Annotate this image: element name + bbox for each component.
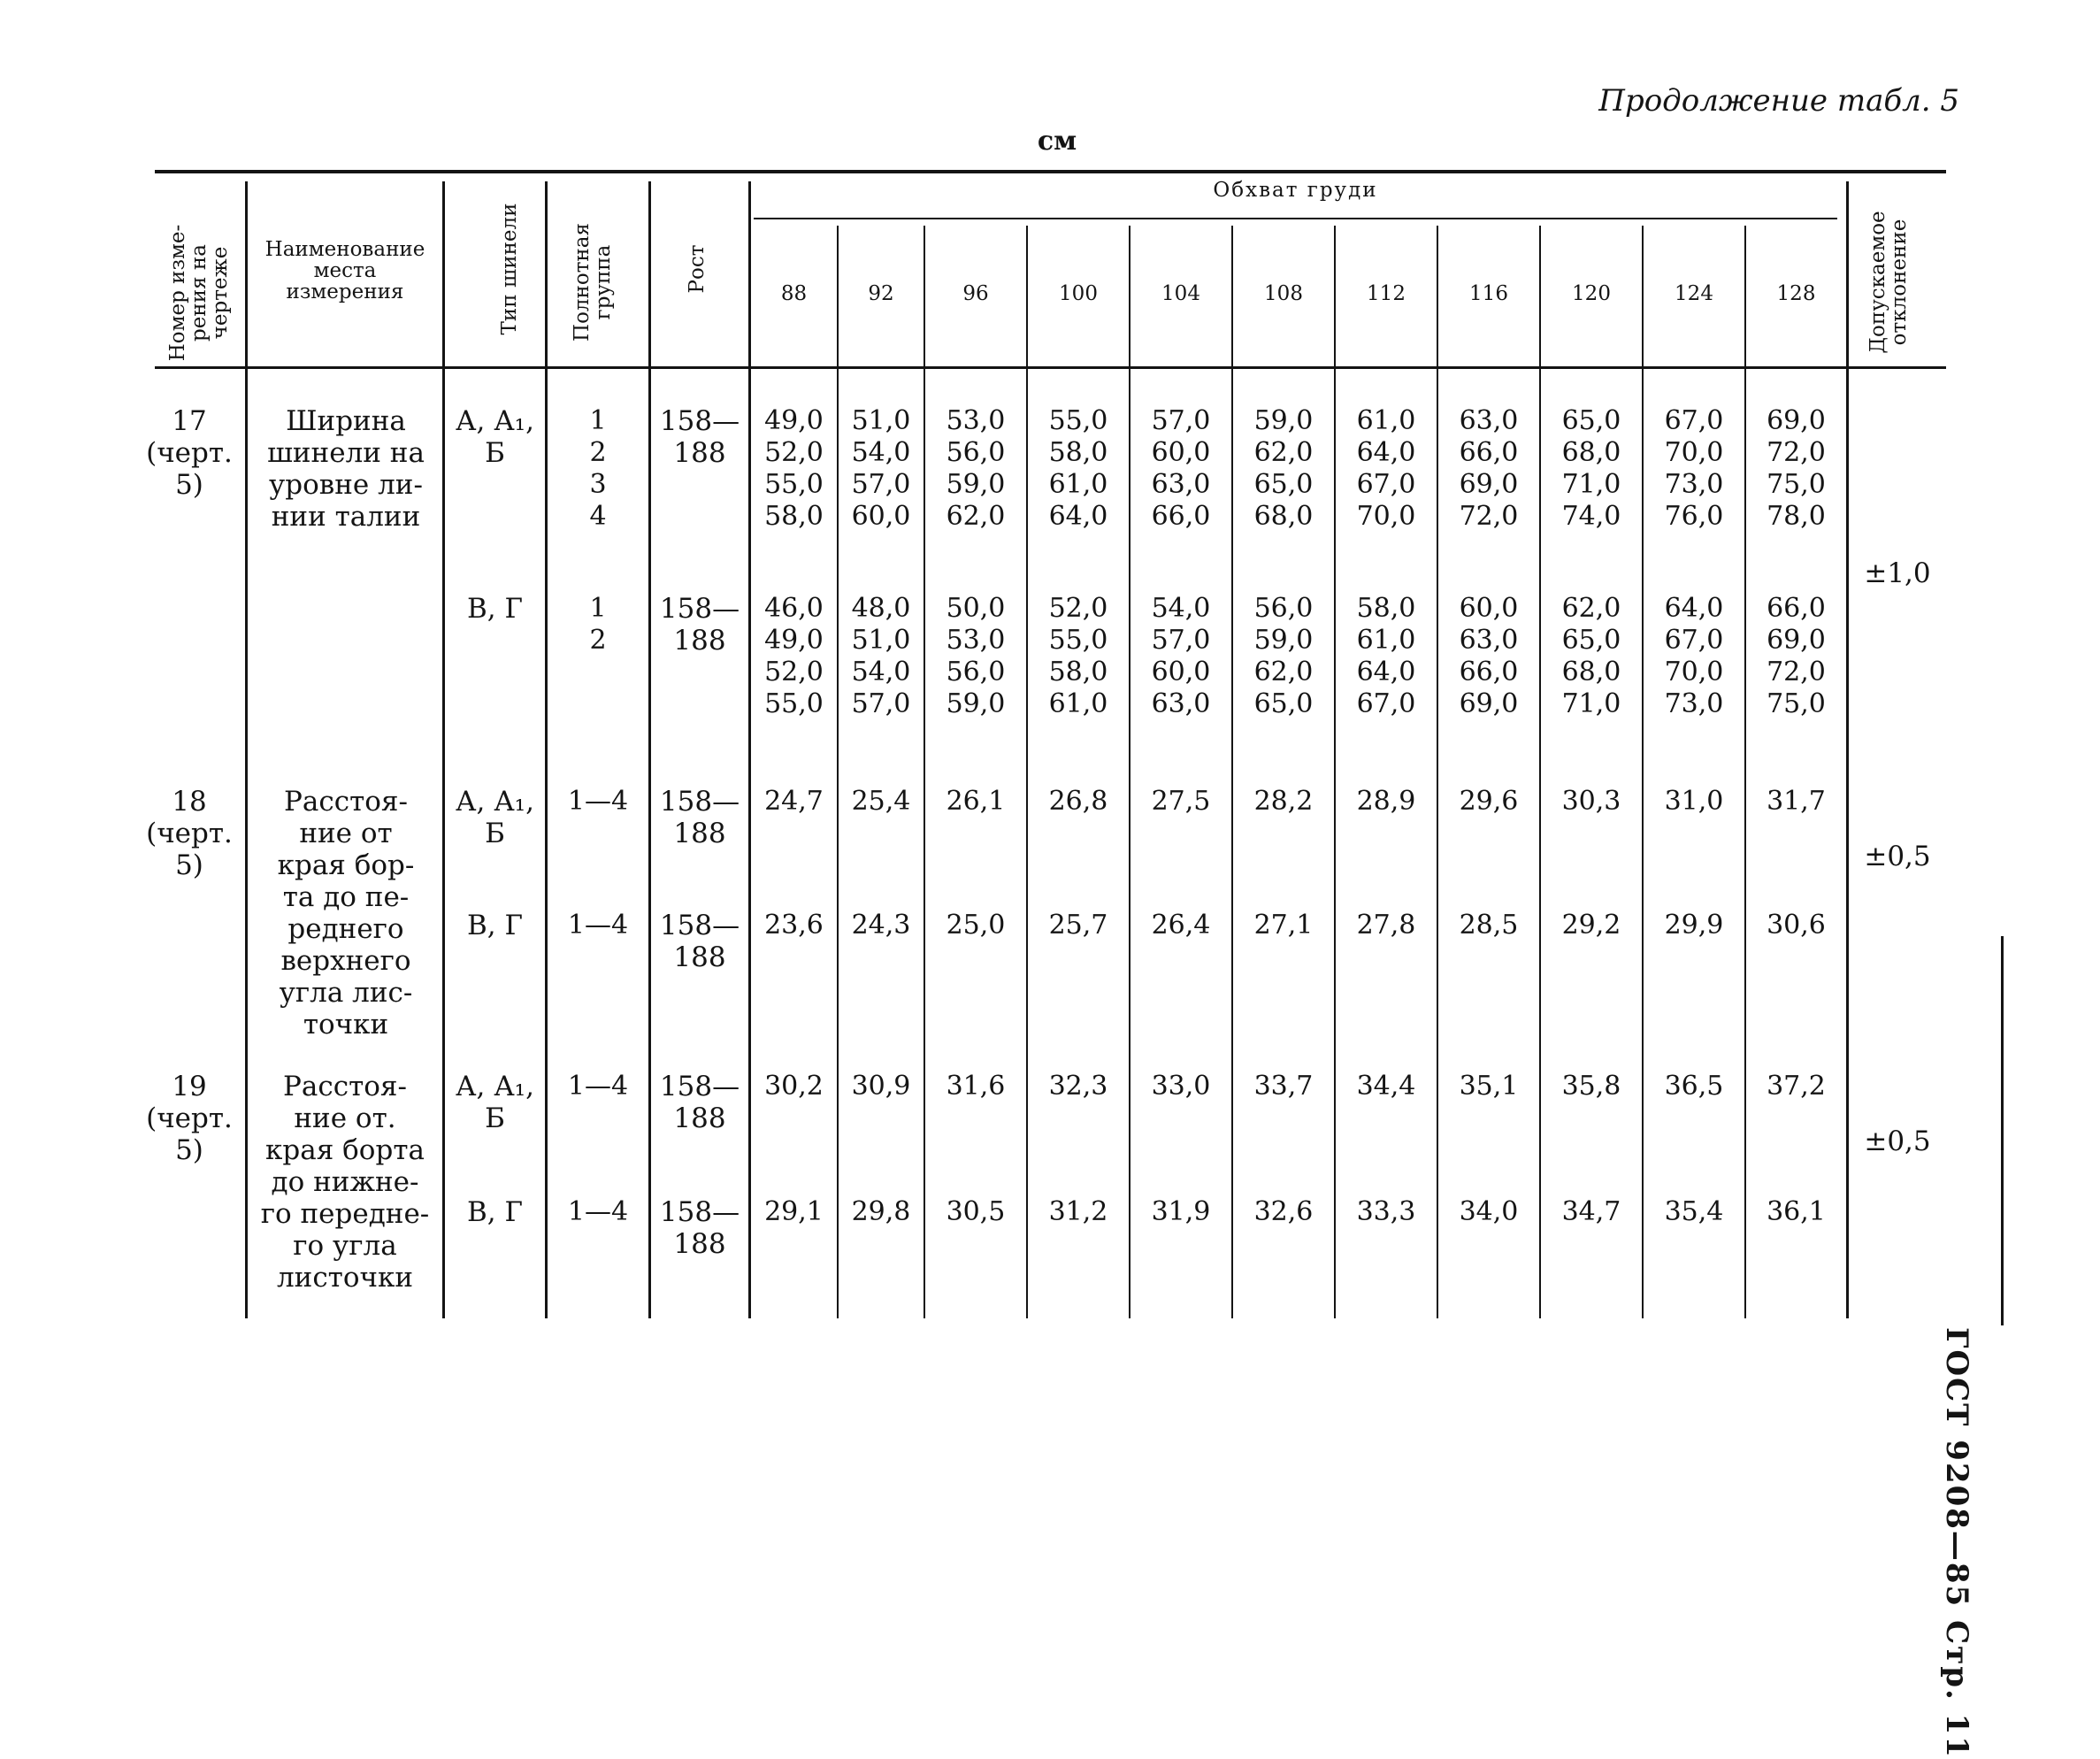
value-cell: 37,2 (1767, 1071, 1826, 1102)
tolerance-value: ±0,5 (1864, 1125, 1931, 1157)
size-header: 112 (1367, 282, 1406, 305)
value-cell: 29,2 (1561, 910, 1621, 941)
fullness-group: 1—4 (567, 910, 629, 941)
size-divider (1231, 226, 1233, 1318)
coat-type: А, А₁, Б (456, 786, 534, 849)
col-divider (442, 181, 445, 1318)
measure-number: 18 (черт. 5) (146, 786, 233, 881)
value-cell: 35,4 (1664, 1196, 1724, 1227)
size-header: 96 (962, 282, 989, 305)
value-cell: 36,5 (1664, 1071, 1724, 1102)
value-cell: 23,6 (764, 910, 824, 941)
value-cell: 35,8 (1561, 1071, 1621, 1102)
coat-type: В, Г (466, 593, 523, 625)
measure-number: 19 (черт. 5) (146, 1071, 233, 1166)
measure-place-name: Расстоя- ние от. края борта до нижне- го передне- го угла листочки (260, 1071, 430, 1294)
value-cell: 33,0 (1151, 1071, 1211, 1102)
table-continuation-caption: Продолжение табл. 5 (1598, 83, 1959, 119)
size-divider (837, 226, 839, 1318)
header-tolerance: Допускаемое отклонение (1866, 211, 1912, 354)
value-cell: 31,0 (1664, 786, 1724, 817)
value-cell: 35,1 (1459, 1071, 1519, 1102)
value-cell: 63,0 66,0 69,0 72,0 (1459, 405, 1519, 532)
value-cell: 33,7 (1253, 1071, 1314, 1102)
value-cell: 25,7 (1048, 910, 1108, 941)
value-cell: 65,0 68,0 71,0 74,0 (1561, 405, 1621, 532)
fullness-group: 1—4 (567, 1196, 629, 1227)
height-range: 158— 188 (659, 910, 740, 973)
size-header: 104 (1161, 282, 1200, 305)
value-cell: 51,0 54,0 57,0 60,0 (851, 405, 911, 532)
measure-number: 17 (черт. 5) (146, 405, 233, 501)
measure-place-name: Ширина шинели на уровне ли- нии талии (267, 405, 425, 533)
table-top-rule (155, 170, 1946, 173)
coat-type: А, А₁, Б (456, 405, 534, 469)
value-cell: 27,5 (1151, 786, 1211, 817)
value-cell: 26,1 (946, 786, 1006, 817)
value-cell: 54,0 57,0 60,0 63,0 (1151, 593, 1211, 719)
value-cell: 26,4 (1151, 910, 1211, 941)
tolerance-value: ±1,0 (1864, 557, 1931, 589)
coat-type: А, А₁, Б (456, 1071, 534, 1134)
tolerance-value: ±0,5 (1864, 841, 1931, 872)
fullness-group: 1—4 (567, 1071, 629, 1102)
value-cell: 52,0 55,0 58,0 61,0 (1048, 593, 1108, 719)
value-cell: 33,3 (1356, 1196, 1416, 1227)
fullness-group: 1 2 3 4 (589, 405, 607, 532)
size-divider (924, 226, 925, 1318)
value-cell: 30,6 (1767, 910, 1826, 941)
size-header: 120 (1572, 282, 1611, 305)
value-cell: 57,0 60,0 63,0 66,0 (1151, 405, 1211, 532)
chest-header-rule (754, 218, 1837, 219)
size-divider (1334, 226, 1336, 1318)
value-cell: 27,1 (1253, 910, 1314, 941)
measure-place-name: Расстоя- ние от края бор- та до пе- реднего верхнего угла лис- точки (277, 786, 415, 1041)
value-cell: 34,0 (1459, 1196, 1519, 1227)
coat-type: В, Г (466, 1196, 523, 1228)
value-cell: 64,0 67,0 70,0 73,0 (1664, 593, 1724, 719)
unit-label: см (1037, 126, 1077, 157)
value-cell: 31,2 (1048, 1196, 1108, 1227)
size-divider (1026, 226, 1028, 1318)
value-cell: 48,0 51,0 54,0 57,0 (851, 593, 911, 719)
size-divider (1744, 226, 1746, 1318)
value-cell: 24,7 (764, 786, 824, 817)
value-cell: 31,6 (946, 1071, 1006, 1102)
size-divider (1129, 226, 1130, 1318)
value-cell: 31,9 (1151, 1196, 1211, 1227)
fullness-group: 1 2 (589, 593, 607, 656)
size-header: 124 (1675, 282, 1713, 305)
size-header: 88 (780, 282, 808, 305)
value-cell: 53,0 56,0 59,0 62,0 (946, 405, 1006, 532)
height-range: 158— 188 (659, 1071, 740, 1134)
value-cell: 61,0 64,0 67,0 70,0 (1356, 405, 1416, 532)
value-cell: 58,0 61,0 64,0 67,0 (1356, 593, 1416, 719)
value-cell: 29,6 (1459, 786, 1519, 817)
size-header: 108 (1264, 282, 1303, 305)
size-divider (1642, 226, 1644, 1318)
value-cell: 29,8 (851, 1196, 911, 1227)
size-header: 100 (1059, 282, 1098, 305)
value-cell: 31,7 (1767, 786, 1826, 817)
value-cell: 29,9 (1664, 910, 1724, 941)
fullness-group: 1—4 (567, 786, 629, 817)
size-divider (1539, 226, 1541, 1318)
header-fullness-group: Полнотная группа (571, 223, 616, 342)
size-header: 128 (1776, 282, 1816, 305)
value-cell: 30,2 (764, 1071, 824, 1102)
value-cell: 25,0 (946, 910, 1006, 941)
value-cell: 69,0 72,0 75,0 78,0 (1767, 405, 1826, 532)
header-measure-number: Номер изме- рения на чертеже (166, 224, 233, 362)
header-measure-place: Наименование места измерения (264, 238, 425, 304)
standard-page-label: ГОСТ 9208—85 Стр. 11 (1939, 1327, 1974, 1759)
value-cell: 24,3 (851, 910, 911, 941)
value-cell: 55,0 58,0 61,0 64,0 (1048, 405, 1108, 532)
value-cell: 27,8 (1356, 910, 1416, 941)
value-cell: 32,6 (1253, 1196, 1314, 1227)
value-cell: 29,1 (764, 1196, 824, 1227)
value-cell: 66,0 69,0 72,0 75,0 (1767, 593, 1826, 719)
col-divider (545, 181, 548, 1318)
value-cell: 30,3 (1561, 786, 1621, 817)
col-divider (748, 181, 751, 1318)
value-cell: 28,5 (1459, 910, 1519, 941)
value-cell: 49,0 52,0 55,0 58,0 (764, 405, 824, 532)
value-cell: 34,4 (1356, 1071, 1416, 1102)
header-coat-type: Тип шинели (498, 203, 521, 335)
value-cell: 60,0 63,0 66,0 69,0 (1459, 593, 1519, 719)
header-height: Рост (686, 244, 709, 294)
value-cell: 56,0 59,0 62,0 65,0 (1253, 593, 1314, 719)
side-label-rule (2001, 936, 2004, 1325)
height-range: 158— 188 (659, 786, 740, 849)
coat-type: В, Г (466, 910, 523, 941)
height-range: 158— 188 (659, 1196, 740, 1260)
value-cell: 36,1 (1767, 1196, 1826, 1227)
value-cell: 50,0 53,0 56,0 59,0 (946, 593, 1006, 719)
value-cell: 67,0 70,0 73,0 76,0 (1664, 405, 1724, 532)
height-range: 158— 188 (659, 405, 740, 469)
size-header: 116 (1469, 282, 1508, 305)
size-header: 92 (868, 282, 894, 305)
value-cell: 25,4 (851, 786, 911, 817)
value-cell: 28,9 (1356, 786, 1416, 817)
value-cell: 30,5 (946, 1196, 1006, 1227)
value-cell: 34,7 (1561, 1196, 1621, 1227)
col-divider (648, 181, 651, 1318)
value-cell: 32,3 (1048, 1071, 1108, 1102)
value-cell: 26,8 (1048, 786, 1108, 817)
value-cell: 46,0 49,0 52,0 55,0 (764, 593, 824, 719)
value-cell: 59,0 62,0 65,0 68,0 (1253, 405, 1314, 532)
header-chest-girth: Обхват груди (1213, 179, 1378, 202)
header-bottom-rule (155, 366, 1946, 369)
value-cell: 62,0 65,0 68,0 71,0 (1561, 593, 1621, 719)
size-divider (1437, 226, 1438, 1318)
height-range: 158— 188 (659, 593, 740, 657)
value-cell: 30,9 (851, 1071, 911, 1102)
value-cell: 28,2 (1253, 786, 1314, 817)
